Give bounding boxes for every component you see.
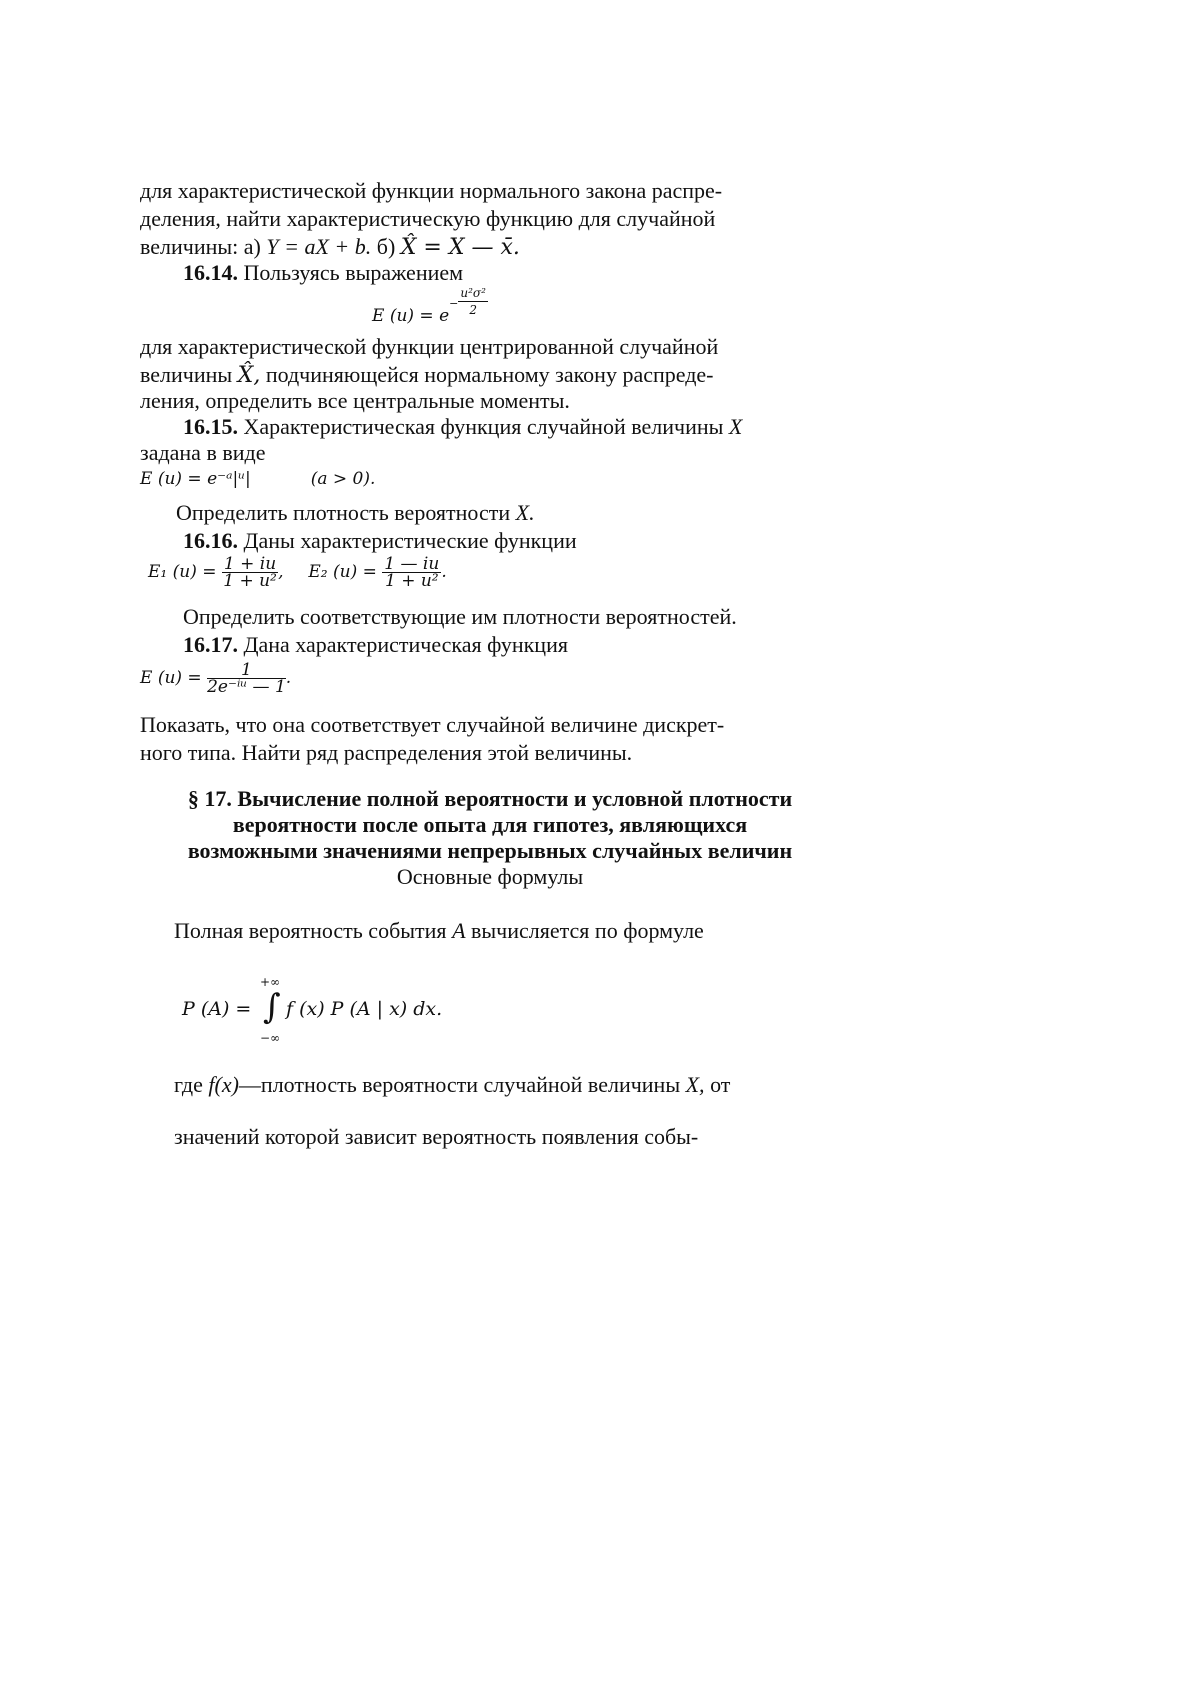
text-line: ного типа. Найти ряд распределения этой величины.: [140, 740, 633, 765]
text-line: где f(x)—плотность вероятности случайной величины X, от: [174, 1072, 731, 1097]
section-heading: § 17. Вычисление полной вероятности и условной плотности: [187, 786, 793, 811]
section-subheading: Основные формулы: [396, 864, 584, 889]
formula-16-15: E (u) = e⁻ᵃ|ᵘ| (a > 0).: [140, 469, 376, 489]
formula-16-16: E₁ (u) = $\frac{1 + iu}{\text{1 + u²}}$ , E₂ (u) = $\frac{1 — iu}{\text{1 + u²}}$ .: [148, 554, 447, 591]
text-line: величины: а) Y = aX + b. б) X̂ = X — x̄.: [140, 234, 520, 260]
formula-16-17: E (u) = $\frac{1}{\text{2e⁻ⁱᵘ — 1}}$ .: [140, 660, 292, 697]
text-line: величины X̂, подчиняющейся нормальному закону распреде-: [140, 362, 714, 388]
formula-total-probability: P (A) = +∞ ∫ −∞ f (x) P (A | x) dx.: [182, 975, 443, 1045]
text-line: Определить плотность вероятности X.: [176, 500, 535, 525]
text-line: Показать, что она соответствует случайной величине дискрет-: [140, 712, 725, 737]
problem-16-15: 16.15. Характеристическая функция случайной величины X: [183, 414, 743, 439]
text-line: для характеристической функции нормального закона распре-: [140, 178, 723, 203]
text-line: значений которой зависит вероятность появления собы-: [174, 1124, 699, 1149]
problem-16-16: 16.16. Даны характеристические функции: [183, 528, 577, 553]
text-line: для характеристической функции центрированной случайной: [140, 334, 719, 359]
text-line: Определить соответствующие им плотности вероятностей.: [183, 604, 737, 629]
text-line: Полная вероятность события A вычисляется по формуле: [174, 918, 704, 943]
problem-16-14: 16.14. Пользуясь выражением: [183, 260, 464, 285]
text-line: деления, найти характеристическую функцию для случайной: [140, 206, 716, 231]
text-line: задана в виде: [140, 440, 266, 465]
text-line: ления, определить все центральные моменты.: [140, 388, 570, 413]
formula-16-14: E (u) = e− $\frac{\text{u²σ²}}{2}$: [372, 286, 486, 326]
section-heading: возможными значениями непрерывных случайных величин: [187, 838, 793, 863]
section-heading: вероятности после опыта для гипотез, являющихся: [232, 812, 748, 837]
problem-16-17: 16.17. Дана характеристическая функция: [183, 632, 568, 657]
